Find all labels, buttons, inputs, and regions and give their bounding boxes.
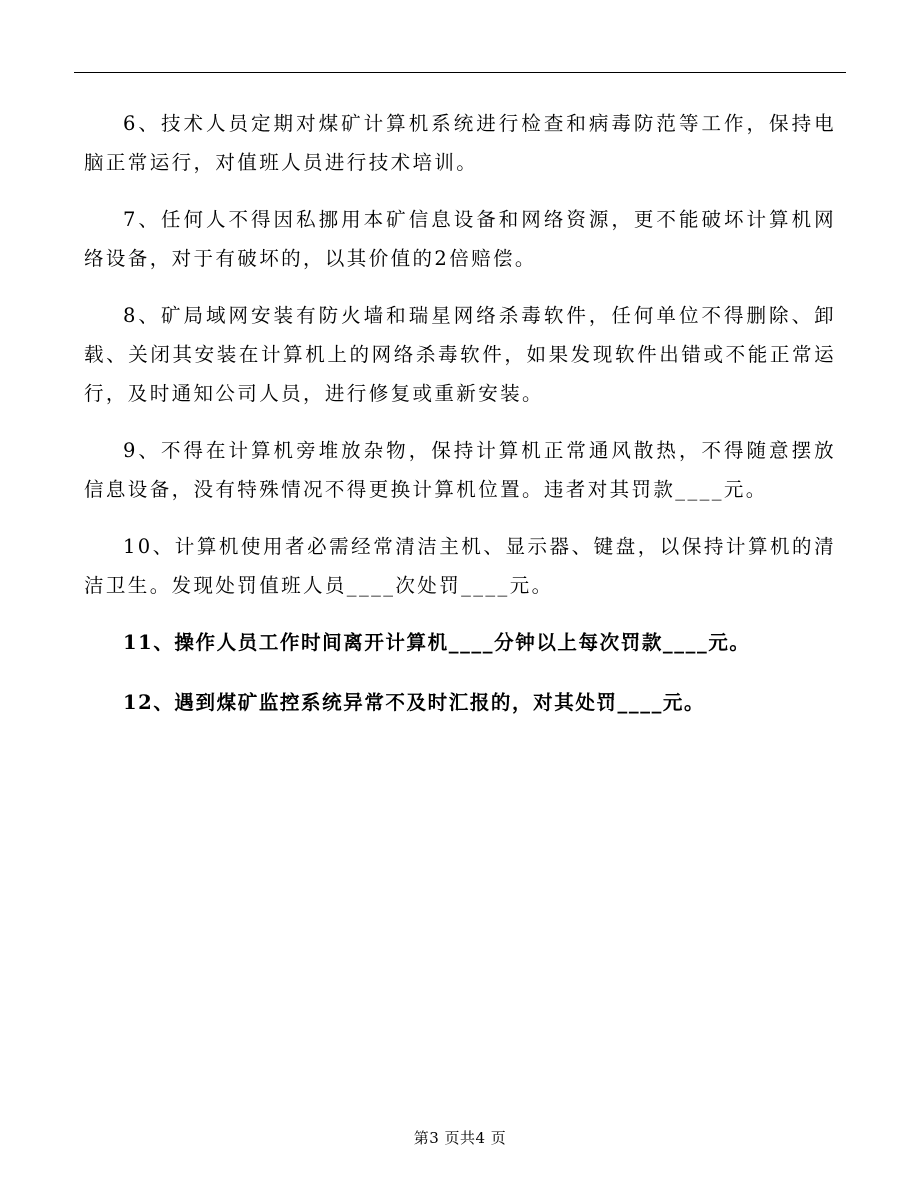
paragraph-12: 12、遇到煤矿监控系统异常不及时汇报的，对其处罚____元。 — [123, 691, 706, 714]
paragraph-7: 7、任何人不得因私挪用本矿信息设备和网络资源，更不能破坏计算机网络设备，对于有破坏的，以其价值的2倍赔偿。 — [84, 208, 836, 270]
paragraph-9: 9、不得在计算机旁堆放杂物，保持计算机正常通风散热，不得随意摆放信息设备，没有特殊情况不得更换计算机位置。违者对其罚款____元。 — [84, 439, 836, 501]
paragraph-6: 6、技术人员定期对煤矿计算机系统进行检查和病毒防范等工作，保持电脑正常运行，对值班人员进行技术培训。 — [84, 112, 836, 174]
paragraph-10: 10、计算机使用者必需经常清洁主机、显示器、键盘，以保持计算机的清洁卫生。发现处罚值班人员____次处罚____元。 — [84, 535, 836, 597]
document-body — [84, 104, 836, 743]
page-footer: 第3 页共4 页 — [413, 1129, 507, 1147]
header-rule — [74, 72, 846, 73]
paragraph-11: 11、操作人员工作时间离开计算机____分钟以上每次罚款____元。 — [123, 631, 751, 654]
paragraph-8: 8、矿局域网安装有防火墙和瑞星网络杀毒软件，任何单位不得删除、卸载、关闭其安装在计算机上的网络杀毒软件，如果发现软件出错或不能正常运行，及时通知公司人员，进行修复或重新安装。 — [84, 304, 836, 405]
